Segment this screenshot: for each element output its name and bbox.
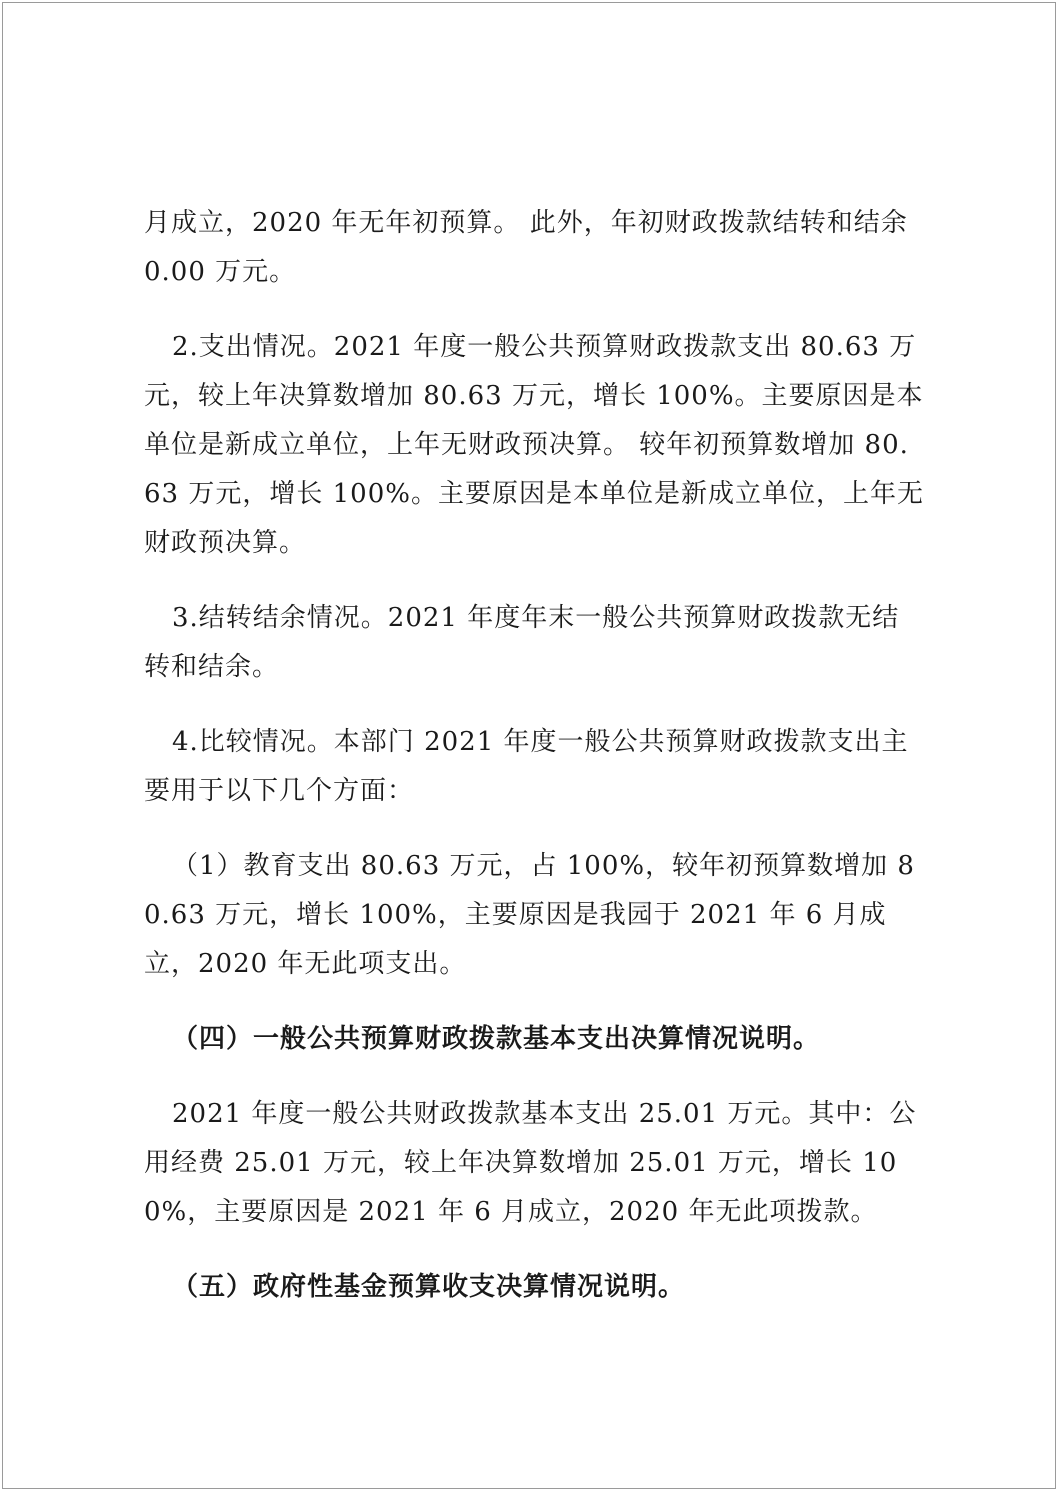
document-body <box>144 199 924 1312</box>
paragraph-basic-expenditure: 2021 年度一般公共财政拨款基本支出 25.01 万元。其中：公用经费 25.01 万元，较上年决算数增加 25.01 万元，增长 100%，主要原因是 2021 年 6 月成立，2020 年无此项拨款。 <box>144 1099 917 1227</box>
paragraph-comparison: 4.比较情况。本部门 2021 年度一般公共预算财政拨款支出主要用于以下几个方面： <box>144 727 909 806</box>
paragraph-expenditure: 2.支出情况。2021 年度一般公共预算财政拨款支出 80.63 万元，较上年决算数增加 80.63 万元，增长 100%。主要原因是本单位是新成立单位，上年无财政预决算。 较年初预算数增加 80.63 万元，增长 100%。主要原因是本单位是新成立单位，上年无财政预决算。 <box>144 332 924 558</box>
paragraph-budget-carryover: 月成立，2020 年无年初预算。 此外，年初财政拨款结转和结余 0.00 万元。 <box>144 208 917 287</box>
section-heading-government-fund: （五）政府性基金预算收支决算情况说明。 <box>172 1272 686 1302</box>
paragraph-education-expenditure: （1）教育支出 80.63 万元，占 100%，较年初预算数增加 80.63 万元，增长 100%，主要原因是我园于 2021 年 6 月成立，2020 年无此项支出。 <box>144 851 915 979</box>
paragraph-carryover-balance: 3.结转结余情况。2021 年度年末一般公共预算财政拨款无结转和结余。 <box>144 603 900 682</box>
section-heading-basic-expenditure: （四）一般公共预算财政拨款基本支出决算情况说明。 <box>172 1024 821 1054</box>
document-page <box>2 2 1056 1489</box>
